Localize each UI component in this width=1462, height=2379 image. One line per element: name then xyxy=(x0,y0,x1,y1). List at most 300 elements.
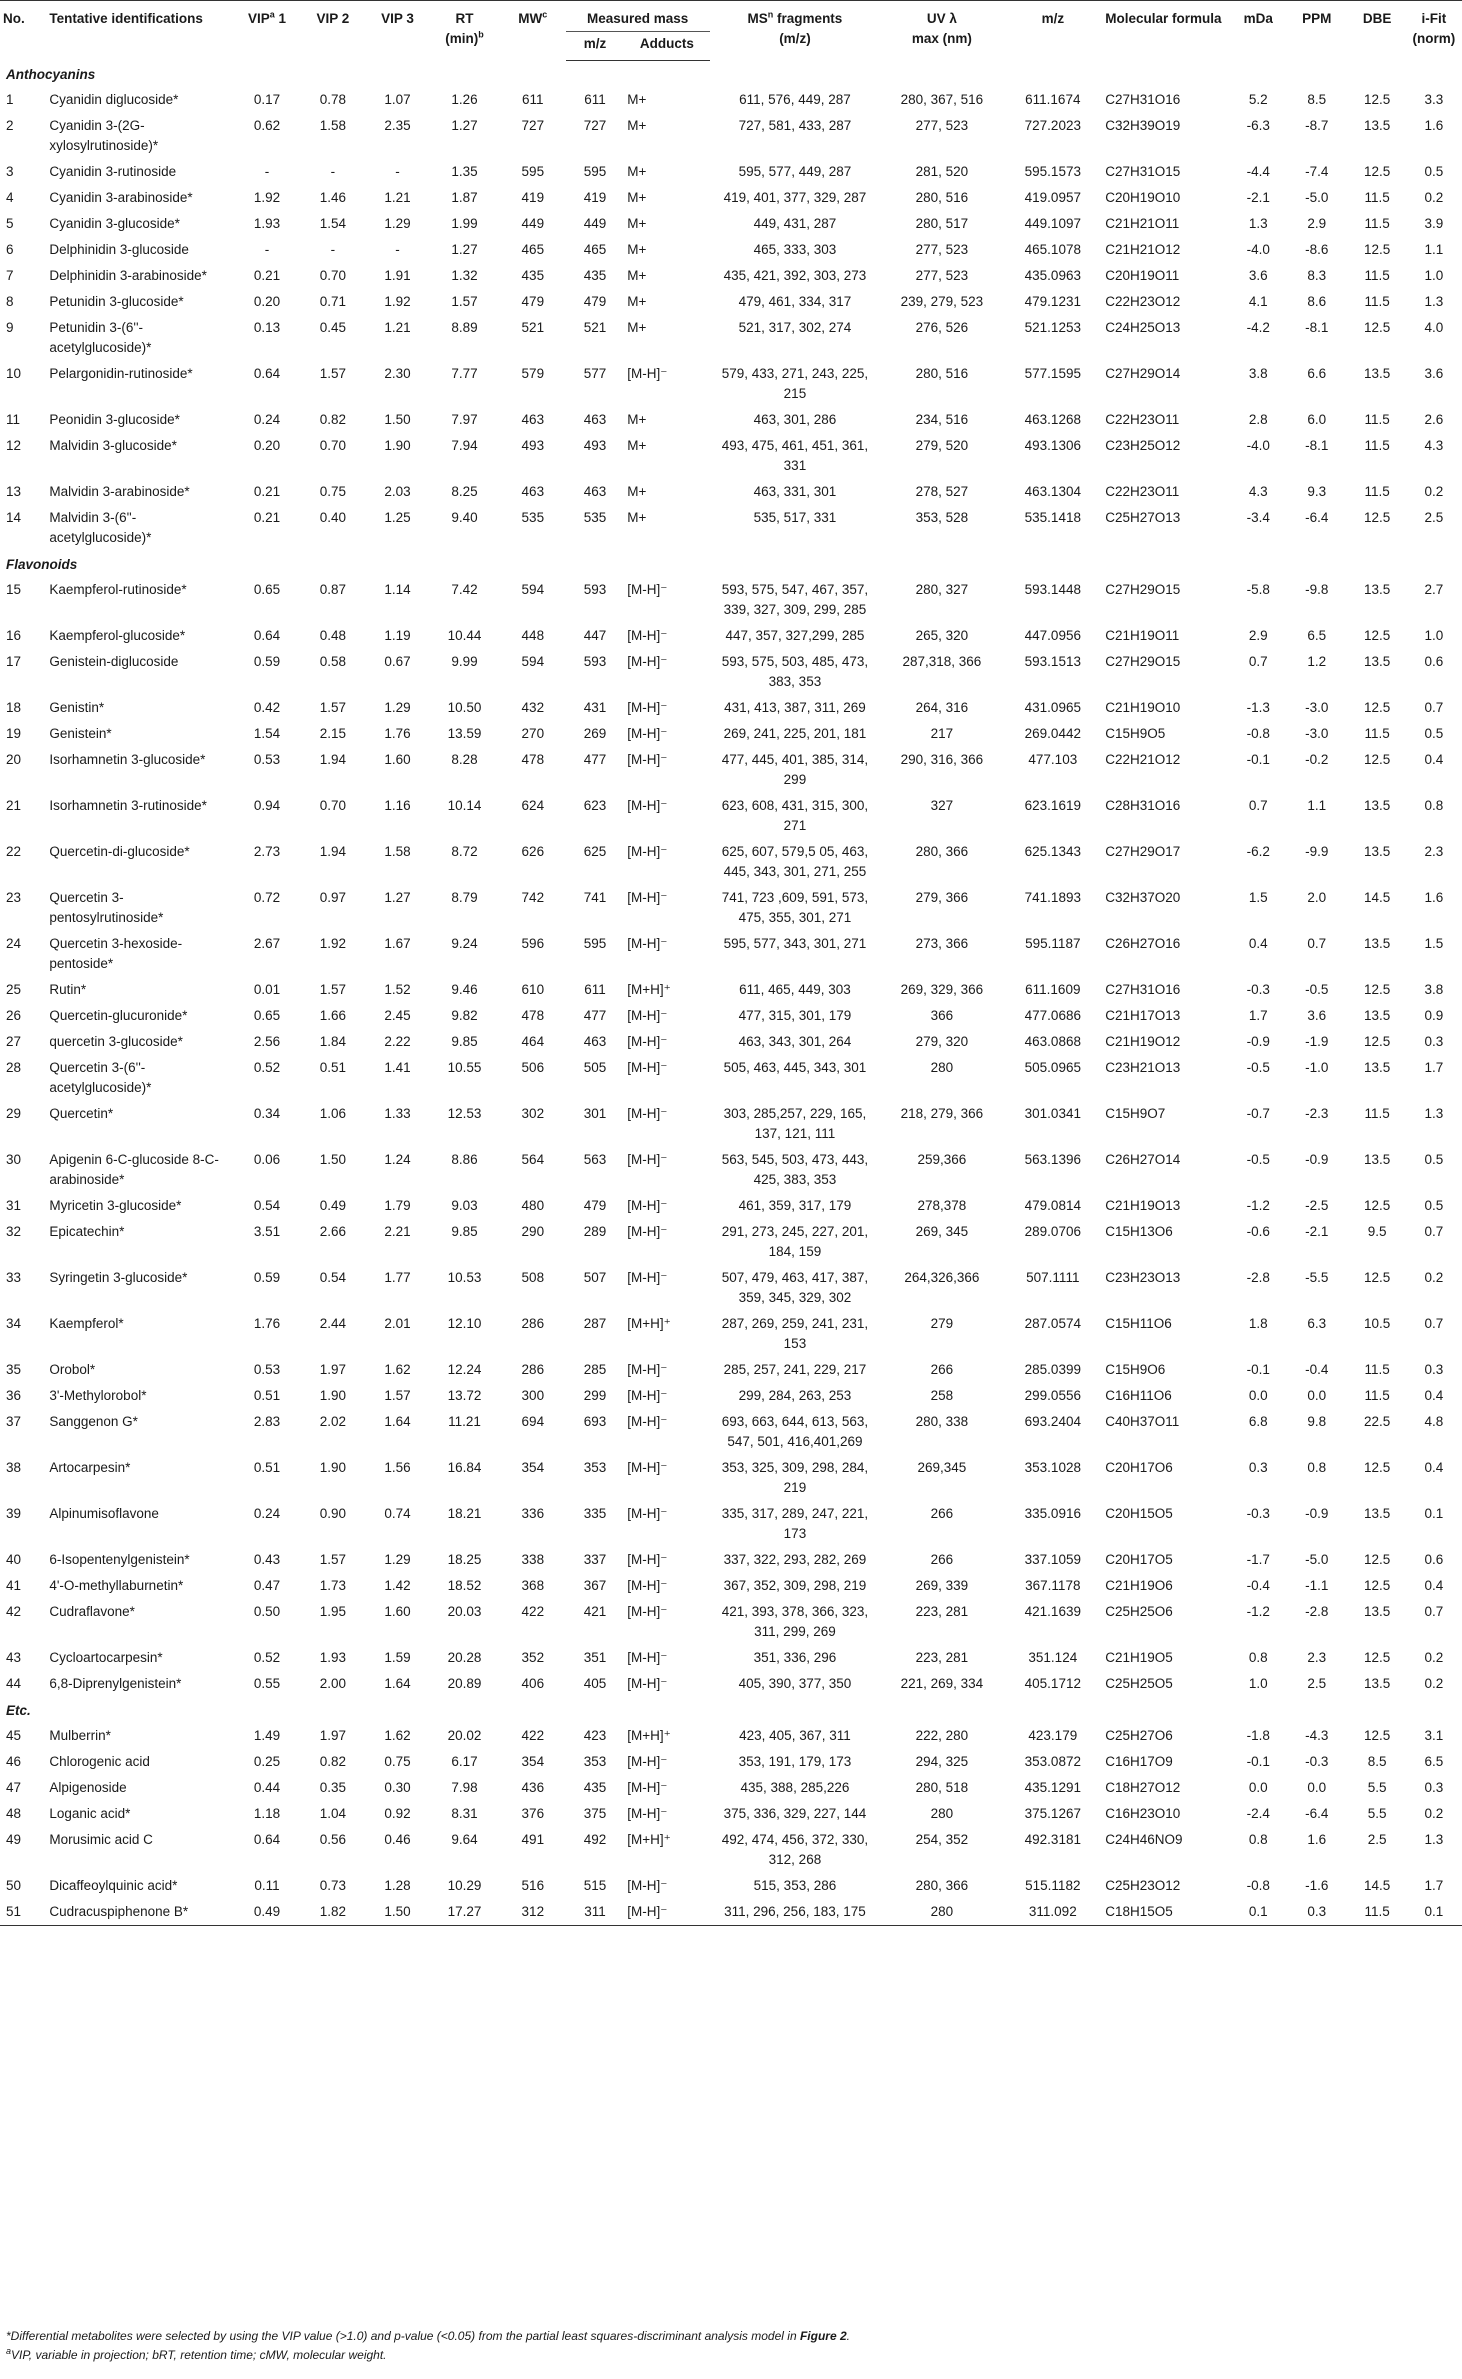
exact-mz: 515.1182 xyxy=(1025,1878,1081,1893)
row-number: 28 xyxy=(6,1060,22,1075)
mw-value: 270 xyxy=(521,726,545,741)
header-vip3: VIP 3 xyxy=(366,1,429,61)
molecular-formula: C28H31O16 xyxy=(1105,798,1181,813)
mw-value: 419 xyxy=(521,190,545,205)
table-row xyxy=(0,695,1462,721)
vip2-value: 1.84 xyxy=(319,1034,346,1049)
vip1-value: 0.21 xyxy=(253,268,281,283)
table-row xyxy=(0,1547,1462,1573)
dbe-value: 5.5 xyxy=(1367,1780,1387,1795)
mda-value: -1.2 xyxy=(1246,1198,1270,1213)
compound-name: Orobol* xyxy=(49,1362,96,1377)
ppm-value: -0.5 xyxy=(1305,982,1329,997)
mw-value: 610 xyxy=(521,982,545,997)
row-number: 49 xyxy=(6,1832,22,1847)
exact-mz: 693.2404 xyxy=(1024,1414,1081,1429)
vip3-value: 1.62 xyxy=(384,1728,411,1743)
vip3-value: 1.28 xyxy=(384,1878,411,1893)
vip2-value: - xyxy=(330,164,336,179)
rt-value: 13.59 xyxy=(447,726,482,741)
rt-value: 10.53 xyxy=(447,1270,482,1285)
table-row xyxy=(0,315,1462,361)
dbe-value: 10.5 xyxy=(1363,1316,1391,1331)
vip2-value: 1.54 xyxy=(319,216,346,231)
measured-mz: 337 xyxy=(583,1552,607,1567)
vip1-value: 0.59 xyxy=(253,1270,281,1285)
molecular-formula: C25H27O13 xyxy=(1105,510,1181,525)
uv-max: 277, 523 xyxy=(915,118,969,133)
vip1-value: 0.54 xyxy=(253,1198,281,1213)
mda-value: 3.6 xyxy=(1248,268,1268,283)
vip2-value: 0.75 xyxy=(319,484,346,499)
measured-mz: 611 xyxy=(584,92,606,107)
vip3-value: 1.21 xyxy=(384,320,411,335)
table-row xyxy=(0,1775,1462,1801)
dbe-value: 13.5 xyxy=(1363,1604,1391,1619)
mda-value: 0.0 xyxy=(1248,1780,1268,1795)
molecular-formula: C23H21O13 xyxy=(1105,1060,1181,1075)
mda-value: -6.2 xyxy=(1246,844,1270,859)
row-number: 23 xyxy=(6,890,22,905)
rt-value: 7.98 xyxy=(451,1780,478,1795)
uv-max: 280, 517 xyxy=(915,216,969,231)
exact-mz: 269.0442 xyxy=(1024,726,1081,741)
uv-max: 223, 281 xyxy=(915,1604,969,1619)
compound-name: Quercetin 3-pentosylrutinoside* xyxy=(49,890,164,925)
molecular-formula: C21H19O13 xyxy=(1105,1198,1181,1213)
adduct-type: [M-H]⁻ xyxy=(627,1806,668,1821)
vip2-value: 0.87 xyxy=(319,582,346,597)
table-row xyxy=(0,931,1462,977)
measured-mz: 477 xyxy=(583,752,607,767)
ifit-value: 1.0 xyxy=(1424,628,1444,643)
compound-name: Petunidin 3-(6''-acetylglucoside)* xyxy=(49,320,152,355)
ifit-value: 0.7 xyxy=(1424,1316,1444,1331)
rt-value: 10.14 xyxy=(447,798,482,813)
vip3-value: 2.22 xyxy=(384,1034,411,1049)
mw-value: 535 xyxy=(521,510,545,525)
ifit-value: 0.5 xyxy=(1424,1198,1444,1213)
table-row xyxy=(0,211,1462,237)
vip1-value: 0.20 xyxy=(253,294,281,309)
vip3-value: 2.30 xyxy=(384,366,411,381)
molecular-formula: C18H15O5 xyxy=(1102,1899,1231,1926)
ppm-value: 6.6 xyxy=(1307,366,1327,381)
ms-fragments: 611, 576, 449, 287 xyxy=(739,92,851,107)
adduct-type: [M-H]⁻ xyxy=(627,654,668,669)
ms-fragments: 463, 343, 301, 264 xyxy=(738,1034,852,1049)
vip3-value: 2.35 xyxy=(384,118,411,133)
dbe-value: 11.5 xyxy=(1364,726,1390,741)
mda-value: 0.7 xyxy=(1248,798,1268,813)
mw-value: 742 xyxy=(521,890,545,905)
ppm-value: -2.1 xyxy=(1305,1224,1329,1239)
ifit-value: 0.4 xyxy=(1424,1578,1444,1593)
vip2-value: 0.49 xyxy=(319,1198,346,1213)
ifit-value: 0.3 xyxy=(1424,1034,1444,1049)
row-number: 15 xyxy=(6,582,22,597)
molecular-formula: C27H31O16 xyxy=(1105,92,1181,107)
mda-value: -2.4 xyxy=(1246,1806,1270,1821)
ppm-value: -0.9 xyxy=(1305,1506,1329,1521)
header-uv: UV λ max (nm) xyxy=(880,1,1003,61)
row-number: 36 xyxy=(6,1388,22,1403)
adduct-type: [M-H]⁻ xyxy=(627,1604,668,1619)
adduct-type: M+ xyxy=(627,216,647,231)
measured-mz: 285 xyxy=(583,1362,607,1377)
ifit-value: 6.5 xyxy=(1424,1754,1444,1769)
table-row xyxy=(0,113,1462,159)
mda-value: 4.3 xyxy=(1248,484,1268,499)
adduct-type: M+ xyxy=(627,438,647,453)
adduct-type: [M-H]⁻ xyxy=(627,1578,668,1593)
rt-value: 10.29 xyxy=(447,1878,482,1893)
measured-mz: 535 xyxy=(583,510,607,525)
rt-value: 9.40 xyxy=(451,510,478,525)
rt-value: 1.26 xyxy=(451,92,478,107)
vip2-value: 0.70 xyxy=(319,438,346,453)
ppm-value: 2.3 xyxy=(1307,1650,1327,1665)
vip2-value: 1.57 xyxy=(319,700,346,715)
exact-mz: 337.1059 xyxy=(1024,1552,1081,1567)
table-row xyxy=(0,1055,1462,1101)
vip2-value: 0.35 xyxy=(319,1780,346,1795)
ppm-value: 0.0 xyxy=(1307,1388,1327,1403)
table-row xyxy=(0,1219,1462,1265)
measured-mz: 463 xyxy=(583,412,607,427)
molecular-formula: C21H19O11 xyxy=(1105,628,1180,643)
ppm-value: -3.0 xyxy=(1305,700,1329,715)
rt-value: 9.82 xyxy=(451,1008,478,1023)
table-row xyxy=(0,721,1462,747)
ppm-value: 0.0 xyxy=(1307,1780,1327,1795)
vip2-value: 0.78 xyxy=(319,92,346,107)
header-mda: mDa xyxy=(1231,1,1285,61)
measured-mz: 463 xyxy=(583,484,607,499)
ms-fragments: 435, 388, 285,226 xyxy=(740,1780,850,1795)
row-number: 9 xyxy=(6,320,14,335)
ms-fragments: 269, 241, 225, 201, 181 xyxy=(723,726,867,741)
vip2-value: 1.97 xyxy=(319,1362,346,1377)
measured-mz: 477 xyxy=(583,1008,607,1023)
ppm-value: 2.5 xyxy=(1307,1676,1327,1691)
measured-mz: 727 xyxy=(583,118,607,133)
dbe-value: 12.5 xyxy=(1363,1728,1391,1743)
table-row xyxy=(0,237,1462,263)
vip2-value: 2.44 xyxy=(319,1316,346,1331)
rt-value: 17.27 xyxy=(429,1899,500,1926)
exact-mz: 493.1306 xyxy=(1024,438,1081,453)
compound-name: Kaempferol* xyxy=(49,1316,124,1331)
uv-max: 266 xyxy=(930,1362,954,1377)
table-row xyxy=(0,793,1462,839)
vip2-value: 0.70 xyxy=(319,268,346,283)
vip3-value: 0.46 xyxy=(384,1832,411,1847)
compound-name: Cycloartocarpesin* xyxy=(49,1650,163,1665)
ifit-value: 0.2 xyxy=(1424,190,1444,205)
ppm-value: 0.8 xyxy=(1307,1460,1327,1475)
rt-value: 8.28 xyxy=(451,752,478,767)
compound-name: Isorhamnetin 3-rutinoside* xyxy=(49,798,207,813)
table-row xyxy=(0,1357,1462,1383)
uv-max: 258 xyxy=(930,1388,954,1403)
measured-mz: 435 xyxy=(583,268,607,283)
mw-value: 478 xyxy=(521,1008,545,1023)
ppm-value: 6.5 xyxy=(1307,628,1327,643)
vip2-value: 1.04 xyxy=(319,1806,346,1821)
exact-mz: 405.1712 xyxy=(1024,1676,1081,1691)
ifit-value: 1.7 xyxy=(1424,1878,1444,1893)
dbe-value: 12.5 xyxy=(1363,700,1391,715)
mda-value: 4.1 xyxy=(1248,294,1268,309)
mw-value: 432 xyxy=(521,700,545,715)
table-row xyxy=(0,1455,1462,1501)
rt-value: 18.25 xyxy=(447,1552,482,1567)
uv-max: 278,378 xyxy=(917,1198,967,1213)
dbe-value: 12.5 xyxy=(1363,1460,1391,1475)
ifit-value: 2.5 xyxy=(1424,510,1444,525)
ms-fragments: 693, 663, 644, 613, 563, 547, 501, 416,401,269 xyxy=(721,1414,869,1449)
mda-value: -1.7 xyxy=(1246,1552,1270,1567)
rt-value: 18.52 xyxy=(447,1578,482,1593)
compound-name: Kaempferol-rutinoside* xyxy=(49,582,187,597)
vip1-value: 0.64 xyxy=(253,366,281,381)
vip2-value: 0.40 xyxy=(319,510,346,525)
ifit-value: 3.6 xyxy=(1424,366,1444,381)
row-number: 41 xyxy=(6,1578,22,1593)
ppm-value: -9.8 xyxy=(1305,582,1329,597)
rt-value: 7.42 xyxy=(451,582,478,597)
dbe-value: 11.5 xyxy=(1348,1899,1405,1926)
ifit-value: 0.8 xyxy=(1424,798,1444,813)
uv-max: 277, 523 xyxy=(915,268,969,283)
vip3-value: 1.29 xyxy=(384,1552,411,1567)
uv-max: 280, 518 xyxy=(915,1780,969,1795)
ppm-value: -7.4 xyxy=(1305,164,1329,179)
row-number: 7 xyxy=(6,268,14,283)
ifit-value: 0.1 xyxy=(1406,1899,1462,1926)
vip2-value: 0.45 xyxy=(319,320,346,335)
measured-mz: 611 xyxy=(584,982,606,997)
molecular-formula: C20H17O5 xyxy=(1105,1552,1173,1567)
rt-value: 9.46 xyxy=(451,982,478,997)
adduct-type: [M-H]⁻ xyxy=(627,1878,668,1893)
ms-fragments: 515, 353, 286 xyxy=(753,1878,837,1893)
vip2-value: 1.90 xyxy=(319,1460,346,1475)
vip3-value: 0.30 xyxy=(384,1780,411,1795)
mda-value: 1.7 xyxy=(1248,1008,1268,1023)
measured-mz: 625 xyxy=(583,844,607,859)
uv-max: 280, 366 xyxy=(915,1878,969,1893)
mw-value: 480 xyxy=(521,1198,545,1213)
table-row xyxy=(0,87,1462,113)
vip1-value: 1.54 xyxy=(253,726,281,741)
vip3-value: 0.74 xyxy=(384,1506,411,1521)
compound-name: Cyanidin 3-rutinoside xyxy=(49,164,177,179)
mw-value: 463 xyxy=(521,484,545,499)
ppm-value: -3.0 xyxy=(1305,726,1329,741)
ppm-value: 8.3 xyxy=(1307,268,1327,283)
ms-fragments: 505, 463, 445, 343, 301 xyxy=(723,1060,867,1075)
vip2-value: 1.94 xyxy=(319,844,346,859)
uv-max: 280, 327 xyxy=(915,582,969,597)
compound-name: Cyanidin 3-glucoside* xyxy=(49,216,180,231)
vip3-value: 1.57 xyxy=(384,1388,411,1403)
dbe-value: 11.5 xyxy=(1364,1362,1390,1377)
vip3-value: 1.60 xyxy=(384,752,411,767)
vip1-value: 0.43 xyxy=(253,1552,281,1567)
uv-max: 279 xyxy=(930,1316,954,1331)
vip2-value: 0.97 xyxy=(319,890,346,905)
rt-value: 16.84 xyxy=(447,1460,482,1475)
ms-fragments: 463, 331, 301 xyxy=(753,484,837,499)
adduct-type: [M-H]⁻ xyxy=(627,1152,668,1167)
ppm-value: -2.5 xyxy=(1305,1198,1329,1213)
rt-value: 9.03 xyxy=(451,1198,478,1213)
uv-max: 269, 345 xyxy=(915,1224,969,1239)
exact-mz: 435.0963 xyxy=(1024,268,1081,283)
molecular-formula: C20H19O11 xyxy=(1105,268,1180,283)
uv-max: 276, 526 xyxy=(915,320,969,335)
uv-max: 277, 523 xyxy=(915,242,969,257)
compound-name: Cudracuspiphenone B* xyxy=(46,1899,234,1926)
vip1-value: 0.44 xyxy=(253,1780,281,1795)
ppm-value: 8.5 xyxy=(1307,92,1327,107)
ifit-value: 1.3 xyxy=(1424,294,1444,309)
ppm-value: -8.1 xyxy=(1305,320,1329,335)
row-number: 48 xyxy=(6,1806,22,1821)
measured-mz: 505 xyxy=(583,1060,607,1075)
vip2-value: 0.54 xyxy=(319,1270,346,1285)
vip1-value: 0.49 xyxy=(234,1899,300,1926)
adduct-type: [M-H]⁻ xyxy=(627,1754,668,1769)
vip1-value: 1.49 xyxy=(253,1728,281,1743)
row-number: 1 xyxy=(6,92,14,107)
measured-mz: 447 xyxy=(583,628,607,643)
table-row xyxy=(0,1749,1462,1775)
dbe-value: 11.5 xyxy=(1364,1388,1390,1403)
table-row xyxy=(0,1645,1462,1671)
ms-fragments: 291, 273, 245, 227, 201, 184, 159 xyxy=(721,1224,869,1259)
ms-fragments: 579, 433, 271, 243, 225, 215 xyxy=(721,366,869,401)
vip3-value: 1.76 xyxy=(384,726,411,741)
measured-mz: 507 xyxy=(583,1270,607,1285)
molecular-formula: C16H11O6 xyxy=(1105,1388,1172,1403)
dbe-value: 11.5 xyxy=(1364,294,1390,309)
uv-max: 294, 325 xyxy=(915,1754,969,1769)
molecular-formula: C20H17O6 xyxy=(1105,1460,1173,1475)
adduct-type: [M-H]⁻ xyxy=(627,1460,668,1475)
ms-fragments: 435, 421, 392, 303, 273 xyxy=(723,268,867,283)
exact-mz: 611.1674 xyxy=(1025,92,1081,107)
measured-mz: 367 xyxy=(583,1578,607,1593)
dbe-value: 12.5 xyxy=(1363,1552,1391,1567)
dbe-value: 9.5 xyxy=(1367,1224,1387,1239)
table-row xyxy=(0,1311,1462,1357)
ifit-value: 0.9 xyxy=(1424,1008,1444,1023)
table-body xyxy=(0,61,1462,1926)
exact-mz: 505.0965 xyxy=(1024,1060,1081,1075)
ifit-value: 3.3 xyxy=(1424,92,1444,107)
vip1-value: 1.92 xyxy=(253,190,281,205)
dbe-value: 2.5 xyxy=(1367,1832,1387,1847)
vip1-value: 1.76 xyxy=(253,1316,281,1331)
exact-mz: 463.1268 xyxy=(1024,412,1081,427)
row-number: 12 xyxy=(6,438,22,453)
compound-name: quercetin 3-glucoside* xyxy=(49,1034,183,1049)
compound-name: Genistein* xyxy=(49,726,112,741)
exact-mz: 447.0956 xyxy=(1024,628,1081,643)
table-row xyxy=(0,839,1462,885)
mda-value: -4.0 xyxy=(1246,438,1270,453)
adduct-type: M+ xyxy=(627,164,647,179)
vip1-value: 0.06 xyxy=(253,1152,281,1167)
molecular-formula: C27H29O15 xyxy=(1105,582,1181,597)
ifit-value: 1.3 xyxy=(1424,1106,1444,1121)
exact-mz: 741.1893 xyxy=(1024,890,1081,905)
mw-value: 448 xyxy=(521,628,545,643)
rt-value: 20.89 xyxy=(447,1676,482,1691)
row-number: 8 xyxy=(6,294,14,309)
rt-value: 18.21 xyxy=(447,1506,482,1521)
exact-mz: 611.1609 xyxy=(1025,982,1081,997)
ppm-value: 3.6 xyxy=(1307,1008,1327,1023)
ifit-value: 0.2 xyxy=(1424,1650,1444,1665)
vip3-value: 2.03 xyxy=(384,484,411,499)
dbe-value: 13.5 xyxy=(1363,1060,1391,1075)
vip3-value: 1.27 xyxy=(384,890,411,905)
vip2-value: 2.66 xyxy=(319,1224,346,1239)
ppm-value: 2.9 xyxy=(1307,216,1327,231)
molecular-formula: C20H15O5 xyxy=(1105,1506,1173,1521)
ifit-value: 0.5 xyxy=(1424,726,1444,741)
ppm-value: -0.4 xyxy=(1305,1362,1329,1377)
dbe-value: 12.5 xyxy=(1363,242,1391,257)
dbe-value: 13.5 xyxy=(1363,1676,1391,1691)
adduct-type: M+ xyxy=(627,320,647,335)
table-row xyxy=(0,977,1462,1003)
mw-value: 354 xyxy=(521,1460,545,1475)
mda-value: -0.1 xyxy=(1246,1362,1270,1377)
mw-value: 595 xyxy=(521,164,545,179)
molecular-formula: C15H9O5 xyxy=(1105,726,1166,741)
measured-mz: 269 xyxy=(583,726,607,741)
ppm-value: -0.9 xyxy=(1305,1152,1329,1167)
exact-mz: 535.1418 xyxy=(1024,510,1081,525)
ms-fragments: 311, 296, 256, 183, 175 xyxy=(710,1899,881,1926)
mda-value: 0.3 xyxy=(1248,1460,1268,1475)
molecular-formula: C24H46NO9 xyxy=(1105,1832,1183,1847)
measured-mz: 405 xyxy=(583,1676,607,1691)
mda-value: 0.0 xyxy=(1248,1388,1268,1403)
measured-mz: 463 xyxy=(583,1034,607,1049)
row-number: 17 xyxy=(6,654,22,669)
ppm-value: 9.3 xyxy=(1307,484,1327,499)
compound-name: Cyanidin 3-arabinoside* xyxy=(49,190,193,205)
dbe-value: 11.5 xyxy=(1364,1106,1390,1121)
adduct-type: M+ xyxy=(627,242,647,257)
compound-name: Genistein-diglucoside xyxy=(49,654,179,669)
ifit-value: 0.7 xyxy=(1424,700,1444,715)
ms-fragments: 299, 284, 263, 253 xyxy=(738,1388,852,1403)
measured-mz: 623 xyxy=(583,798,607,813)
rt-value: 8.89 xyxy=(451,320,478,335)
ms-fragments: 611, 465, 449, 303 xyxy=(739,982,851,997)
rt-value: 1.35 xyxy=(451,164,478,179)
dbe-value: 12.5 xyxy=(1363,1034,1391,1049)
compound-name: Malvidin 3-glucoside* xyxy=(49,438,177,453)
uv-max: 279, 520 xyxy=(915,438,969,453)
